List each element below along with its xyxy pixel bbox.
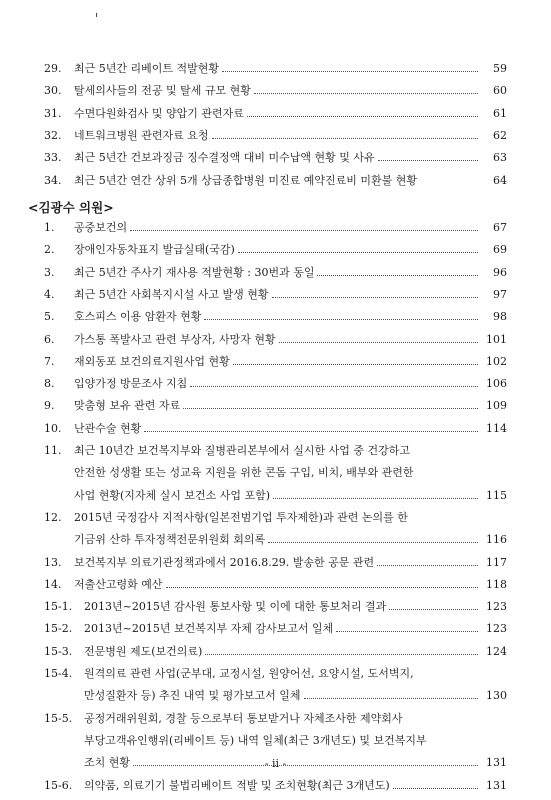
toc-entry-page: 61: [493, 106, 507, 120]
toc-entry-title: 장애인자동차표지 발급실태(국감): [74, 243, 235, 257]
toc-entry-title: 보건복지부 의료기관정책과에서 2016.8.29. 발송한 공문 관련: [74, 555, 375, 569]
toc-entry-page: 123: [486, 622, 507, 636]
toc-entry-number: 13.: [44, 555, 62, 569]
toc-entry-page: 117: [486, 555, 507, 569]
dot-leader: [254, 92, 478, 94]
toc-entry-line: [0, 147, 551, 169]
toc-entry-number: 3.: [44, 265, 55, 279]
dot-leader: [317, 274, 478, 276]
toc-entry-number: 11.: [44, 444, 62, 457]
toc-entry-number: 5.: [44, 310, 55, 324]
toc-entry-page: 97: [493, 287, 507, 301]
toc-entry-title: 맞춤형 보유 관련 자료: [74, 399, 181, 413]
toc-entry-title: 가스통 폭발사고 관련 부상자, 사망자 현황: [74, 332, 276, 346]
dot-leader: [273, 497, 478, 499]
toc-entry-number: 31.: [44, 106, 62, 120]
toc-entry-page: 131: [486, 778, 507, 792]
toc-entry-title: 조치 현황: [84, 756, 131, 770]
toc-entry-number: 29.: [44, 62, 62, 75]
toc-entry-page: 96: [493, 265, 507, 279]
toc-entry-title: 입양가정 방문조사 지침: [74, 377, 188, 391]
toc-entry-number: 15-3.: [44, 644, 73, 658]
toc-entry-page: 123: [486, 600, 507, 614]
toc-entry-line: [0, 685, 551, 707]
toc-entry-line: [0, 618, 551, 640]
toc-entry-number: 4.: [44, 287, 55, 301]
toc-entry-title: 2013년~2015년 감사원 통보사항 및 이에 대한 통보처리 결과: [84, 600, 387, 614]
toc-entry-title: 안전한 성생활 또는 성교육 지원을 위한 콘돔 구입, 비치, 배부와 관련한: [74, 466, 414, 480]
toc-entry-page: 124: [486, 644, 507, 658]
section-heading: <김광수 의원>: [28, 200, 114, 215]
toc-entry-line: [0, 58, 551, 80]
toc-entry-title: 부당고객유인행위(리베이트 등) 내역 일체(최근 3개년도) 및 보건복지부: [84, 733, 427, 747]
toc-entry-line: [0, 125, 551, 147]
toc-entry-title: 재외동포 보건의료지원사업 현황: [74, 354, 230, 368]
toc-entry-number: 33.: [44, 151, 62, 165]
toc-entry-number: 8.: [44, 377, 55, 391]
dot-leader: [389, 608, 478, 610]
dot-leader: [205, 653, 478, 655]
toc-entry-line: [0, 239, 551, 261]
toc-entry-page: 60: [493, 84, 507, 98]
toc-entry-page: 101: [486, 332, 507, 346]
toc-entry-line: [0, 373, 551, 395]
toc-entry-line: [0, 552, 551, 574]
toc-entry-line: [0, 395, 551, 417]
toc-entry-page: 115: [486, 488, 507, 502]
toc-entry-line: [0, 418, 551, 440]
toc-entry-line: [0, 103, 551, 125]
toc-entry-page: 67: [493, 221, 507, 234]
toc-entry-line: [0, 262, 551, 284]
toc-entry-title: 기금위 산하 투자정책전문위원회 회의록: [74, 533, 266, 547]
page-number: - ii -: [264, 757, 287, 770]
dot-leader: [304, 697, 478, 699]
toc-entry-number: 15-2.: [44, 622, 73, 636]
toc-entry-title: 네트워크병원 관련자료 요청: [74, 128, 209, 142]
toc-entry-page: 106: [486, 377, 507, 391]
toc-entry-title: 저출산고령화 예산: [74, 577, 163, 591]
toc-entry-page: 118: [486, 577, 507, 591]
dot-leader: [377, 564, 478, 566]
toc-entry-number: 15-4.: [44, 667, 73, 680]
dot-leader: [378, 159, 478, 161]
toc-entry-line: [0, 663, 551, 685]
toc-entry-title: 최근 5년간 건보과징금 징수결정액 대비 미수납액 현황 및 사유: [74, 151, 375, 165]
dot-leader: [247, 115, 478, 117]
toc-entry-title: 공정거래위원회, 경찰 등으로부터 통보받거나 자체조사한 제약회사: [84, 711, 403, 725]
toc-entry-page: 102: [486, 354, 507, 368]
toc-entry-page: 114: [486, 421, 507, 435]
toc-entry-title: 최근 5년간 연간 상위 5개 상급종합병원 미진료 예약진료비 미환불 현황: [74, 173, 417, 187]
toc-entry-title: 만성질환자 등) 추진 내역 및 평가보고서 일체: [84, 689, 301, 703]
toc-entry-title: 난관수술 현황: [74, 421, 142, 435]
toc-entry-number: 14.: [44, 577, 62, 591]
toc-entry-page: 62: [493, 128, 507, 142]
toc-entry-number: 1.: [44, 221, 55, 234]
toc-entry-line: [0, 351, 551, 373]
toc-entry-line: [0, 708, 551, 730]
toc-entry-page: 59: [493, 62, 507, 75]
toc-entry-page: 109: [486, 399, 507, 413]
dot-leader: [166, 586, 478, 588]
dot-leader: [233, 363, 478, 365]
toc-entry-line: [0, 329, 551, 351]
toc-entry-page: 116: [486, 533, 507, 547]
toc-entry-number: 10.: [44, 421, 62, 435]
toc-entry-number: 9.: [44, 399, 55, 413]
dot-leader: [222, 70, 478, 72]
toc-entry-line: [0, 730, 551, 752]
toc-entry-title: 2013년~2015년 보건복지부 자체 감사보고서 일체: [84, 622, 334, 636]
toc-entry-title: 사업 현황(지자체 실시 보건소 사업 포함): [74, 488, 271, 502]
toc-entry-number: 2.: [44, 243, 55, 257]
toc-entry-page: 98: [493, 310, 507, 324]
toc-entry-line: [0, 641, 551, 663]
toc-entry-line: [0, 306, 551, 328]
toc-entry-title: 호스피스 이용 암환자 현황: [74, 310, 202, 324]
toc-entry-title: 의약품, 의료기기 불법리베이트 적발 및 조치현황(최근 3개년도): [84, 778, 390, 792]
toc-entry-title: 2015년 국정감사 지적사항(일본전범기업 투자제한)과 관련 논의를 한: [74, 510, 408, 524]
toc-entry-number: 32.: [44, 128, 62, 142]
toc-entry-page: 130: [486, 689, 507, 703]
toc-entry-title: 원격의료 관련 사업(군부대, 교정시설, 원양어선, 요양시설, 도서벽지,: [84, 667, 414, 680]
dot-leader: [190, 385, 478, 387]
dot-leader: [212, 137, 478, 139]
toc-entry-number: 6.: [44, 332, 55, 346]
toc-entry-line: [0, 574, 551, 596]
toc-entry-title: 탈세의사들의 전공 및 탈세 규모 현황: [74, 84, 251, 98]
toc-entry-number: 7.: [44, 354, 55, 368]
dot-leader: [183, 407, 478, 409]
dot-leader: [238, 251, 478, 253]
toc-entry-line: [0, 485, 551, 507]
toc-entry-page: 131: [486, 756, 507, 770]
toc-entry-line: [0, 170, 551, 192]
dot-leader: [336, 630, 478, 632]
toc-entry-line: [0, 507, 551, 529]
dot-leader: [272, 296, 479, 298]
toc-entry-number: 12.: [44, 510, 62, 524]
toc-entry-title: 전문병원 제도(보건의료): [84, 644, 203, 658]
toc-entry-line: [0, 80, 551, 102]
toc-entry-title: 최근 5년간 사회복지시설 사고 발생 현황: [74, 287, 269, 301]
dot-leader: [130, 229, 478, 231]
toc-entry-page: 69: [493, 243, 507, 257]
dot-leader: [144, 430, 478, 432]
dot-leader: [417, 180, 493, 181]
toc-entry-line: [0, 440, 551, 462]
toc-entry-number: 15-5.: [44, 711, 73, 725]
toc-entry-line: [0, 529, 551, 551]
toc-entry-line: [0, 217, 551, 239]
toc-entry-page: 64: [493, 173, 507, 187]
toc-entry-number: 15-6.: [44, 778, 73, 792]
toc-entry-number: 30.: [44, 84, 62, 98]
toc-entry-title: 최근 5년간 리베이트 적발현황: [74, 62, 219, 75]
toc-entry-line: [0, 462, 551, 484]
toc-entry-title: 수면다원화검사 및 양압기 관련자료: [74, 106, 244, 120]
dot-leader: [279, 341, 478, 343]
toc-entry-title: 공중보건의: [74, 221, 128, 234]
toc-entry-title: 최근 5년간 주사기 재사용 적발현황 : 30번과 동일: [74, 265, 315, 279]
toc-entry-number: 34.: [44, 173, 62, 187]
toc-entry-page: 63: [493, 151, 507, 165]
dot-leader: [268, 541, 478, 543]
dot-leader: [204, 318, 478, 320]
toc-entry-line: [0, 284, 551, 306]
toc-entry-title: 최근 10년간 보건복지부와 질병관리본부에서 실시한 사업 중 건강하고: [74, 444, 410, 457]
toc-entry-line: [0, 596, 551, 618]
dot-leader: [393, 787, 478, 789]
toc-entry-number: 15-1.: [44, 600, 73, 614]
toc-entry-line: [0, 775, 551, 797]
